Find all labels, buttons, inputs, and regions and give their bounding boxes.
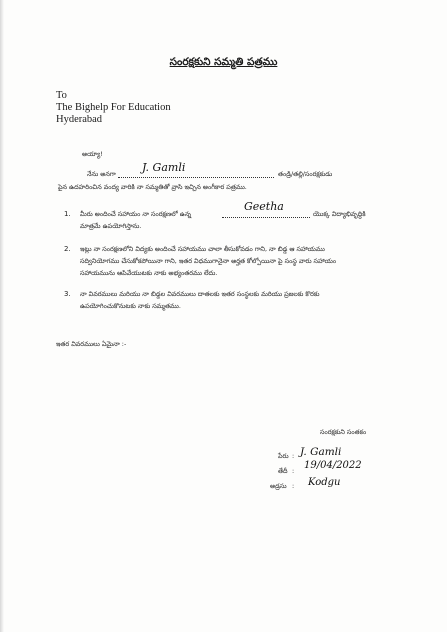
signature-date-value: 19/04/2022 xyxy=(304,460,362,471)
item-3-line-2: ఉపయోగించుకొనుటకు నాకు సమ్మతము. xyxy=(80,302,181,310)
item-3-line-1: నా వివరములు మరియు నా బిడ్డల వివరములు దాతలకు ఇతర సంస్థలకు మరియు ప్రజలకు కొరకు xyxy=(80,290,320,298)
address-city: Hyderabad xyxy=(56,114,103,125)
signature-address-value: Kodgu xyxy=(308,477,341,488)
intro-prefix: నేను అనగా xyxy=(87,170,116,178)
item-2-line-3: సహాయమును ఆపివేయుటకు నాకు అభ్యంతరము లేదు. xyxy=(80,269,218,277)
item-2-line-1: ఇట్లు నా సంరక్షణలోని విద్యకు అందించే సహాయము చాలా తీసుకోవడం గాని, నా బిడ్డ ఆ సహాయము xyxy=(80,245,325,253)
item-2-number: 2. xyxy=(64,245,71,253)
student-name-handwritten: Geetha xyxy=(244,200,284,213)
name-fill-line xyxy=(118,177,274,178)
scan-edge-shadow xyxy=(0,0,4,632)
signature-name-value: J. Gamli xyxy=(300,446,342,458)
signature-heading: సంరక్షకుని సంతకం xyxy=(320,428,367,436)
signature-address-label: అడ్రసు xyxy=(270,482,287,490)
item-1-text-part2: యొక్క విద్యాభివృద్ధికి xyxy=(313,210,366,218)
signature-date-label: తేదీ xyxy=(278,467,288,475)
guardian-name-handwritten: J. Gamli xyxy=(142,161,186,174)
item-1-text-part1: మీరు అందించే సహాయం నా సంరక్షణలో ఉన్న xyxy=(80,210,192,218)
intro-suffix: తండ్రి/తల్లి/సంరక్షకుడు xyxy=(278,170,333,178)
item-1-number: 1. xyxy=(64,210,71,218)
other-details-label: ఇతర వివరములు ఏమైనా :- xyxy=(56,340,127,348)
signature-name-label: పేరు xyxy=(278,452,289,460)
address-organization: The Bighelp For Education xyxy=(56,102,171,113)
document-title: సంరక్షకుని సమ్మతి పత్రము xyxy=(169,56,278,68)
item-2-line-2: సద్వినియోగము చేసుకోకపోయినా గాని, ఇతర విధముగానైనా అర్హత కోల్పోయినా పై సంస్థ వారు సహాయం xyxy=(80,257,337,265)
item-1-line-2: మాత్రమే ఉపయోగిస్తాను. xyxy=(80,222,142,230)
intro-line-2: పైన ఉదహరించిన వంద్య వారికి నా సమ్మతితో వ్రాసి ఇచ్చిన అంగీకార పత్రము. xyxy=(58,183,247,191)
item-3-number: 3. xyxy=(64,290,71,298)
student-fill-line xyxy=(222,217,310,218)
consent-letter-page: సంరక్షకుని సమ్మతి పత్రము To The Bighelp For Education Hyderabad అయ్యా! నేను అనగా J. Gamli తండ్రి/తల్లి/సంరక్షకుడు పైన ఉదహరించిన వంద్య వారికి నా సమ్మతితో వ్రాసి ఇచ్చిన అంగీకార పత్రము. 1. మీరు అందించే సహాయం నా సంరక్షణలో ఉన్న Geetha యొక్క విద్యాభివృద్ధికి మాత్రమే ఉపయోగిస్తాను. 2. ఇట్లు నా సంరక్షణలోని విద్యకు అందించే సహాయము చాలా తీసుకోవడం గాని, నా బిడ్డ ఆ సహాయము సద్వినియోగము చేసుకోకపోయినా గాని, ఇతర విధముగానైనా అర్హత కోల్పోయినా పై సంస్థ వారు సహాయం సహాయమును ఆపివేయుటకు నాకు అభ్యంతరము లేదు. 3. నా వివరములు మరియు నా బిడ్డల వివరములు దాతలకు ఇతర సంస్థలకు మరియు ప్రజలకు కొరకు ఉపయోగించుకొనుటకు నాకు సమ్మతము. ఇతర వివరములు ఏమైనా :- సంరక్షకుని సంతకం పేరు : J. Gamli తేదీ : 19/04/2022 అడ్రసు : Kodgu xyxy=(0,0,447,632)
address-to: To xyxy=(56,90,67,101)
salutation: అయ్యా! xyxy=(82,150,103,158)
